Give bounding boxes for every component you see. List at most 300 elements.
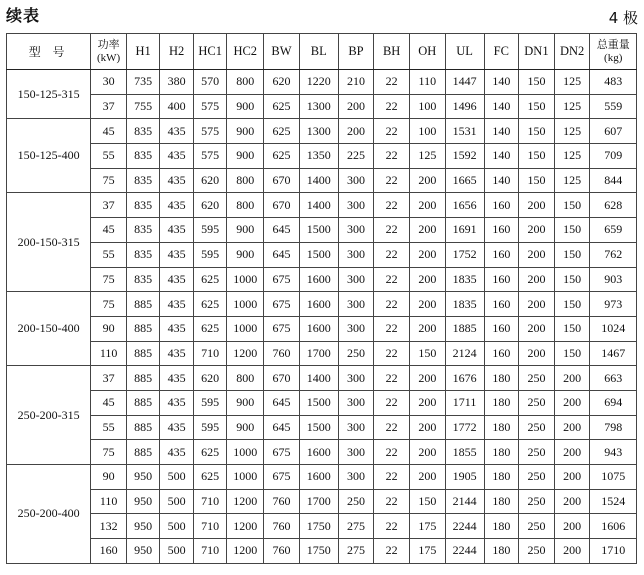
table-row: [7, 144, 637, 169]
table-cell: 210: [338, 70, 374, 95]
table-cell: 125: [554, 144, 590, 169]
table-cell: 250: [519, 440, 555, 465]
table-cell: 300: [338, 440, 374, 465]
table-cell: 625: [193, 316, 226, 341]
table-cell: 1220: [299, 70, 338, 95]
table-cell: 645: [264, 415, 300, 440]
table-cell: 900: [227, 119, 264, 144]
table-cell: 694: [590, 390, 637, 415]
table-cell: 1710: [590, 539, 637, 564]
table-cell: 755: [126, 94, 159, 119]
table-cell: 1665: [445, 168, 484, 193]
table-cell: 275: [338, 514, 374, 539]
table-cell: 435: [160, 119, 193, 144]
table-cell: 150: [554, 341, 590, 366]
table-cell: 150: [519, 94, 555, 119]
table-body: [7, 70, 637, 564]
table-cell: 300: [338, 316, 374, 341]
table-cell: 1000: [227, 316, 264, 341]
table-cell: 1750: [299, 539, 338, 564]
table-cell: 844: [590, 168, 637, 193]
table-row: [7, 292, 637, 317]
header-dn2: DN2: [554, 34, 590, 70]
table-cell: 835: [126, 267, 159, 292]
table-row: [7, 440, 637, 465]
table-cell: 800: [227, 366, 264, 391]
table-cell: 575: [193, 144, 226, 169]
table-cell: 250: [519, 465, 555, 490]
table-cell: 500: [160, 489, 193, 514]
table-cell: 670: [264, 193, 300, 218]
table-cell: 150: [554, 316, 590, 341]
table-row: [7, 514, 637, 539]
table-cell: 435: [160, 144, 193, 169]
table-cell: 110: [91, 341, 127, 366]
pump-spec-table: [6, 33, 637, 564]
table-cell: 885: [126, 292, 159, 317]
table-cell: 200: [409, 366, 445, 391]
table-cell: 22: [374, 168, 410, 193]
table-cell: 100: [409, 119, 445, 144]
table-cell: 1400: [299, 366, 338, 391]
table-cell: 435: [160, 168, 193, 193]
table-cell: 250: [338, 489, 374, 514]
table-cell: 435: [160, 440, 193, 465]
table-row: [7, 366, 637, 391]
table-cell: 140: [484, 70, 519, 95]
table-cell: 250: [519, 390, 555, 415]
table-cell: 595: [193, 218, 226, 243]
table-row: [7, 119, 637, 144]
table-cell: 710: [193, 489, 226, 514]
table-cell: 943: [590, 440, 637, 465]
table-cell: 200: [409, 316, 445, 341]
table-cell: 180: [484, 366, 519, 391]
table-cell: 900: [227, 415, 264, 440]
table-cell: 180: [484, 440, 519, 465]
table-cell: 110: [91, 489, 127, 514]
table-cell: 200: [519, 316, 555, 341]
table-cell: 500: [160, 465, 193, 490]
table-cell: 800: [227, 70, 264, 95]
table-cell: 1835: [445, 292, 484, 317]
table-cell: 620: [193, 168, 226, 193]
table-cell: 1500: [299, 218, 338, 243]
table-cell: 250: [338, 341, 374, 366]
model-cell: 200-150-400: [7, 292, 91, 366]
table-cell: 37: [91, 366, 127, 391]
table-cell: 150: [554, 292, 590, 317]
table-cell: 55: [91, 144, 127, 169]
table-cell: 160: [91, 539, 127, 564]
table-cell: 710: [193, 341, 226, 366]
table-cell: 800: [227, 168, 264, 193]
table-cell: 1200: [227, 489, 264, 514]
table-cell: 125: [554, 119, 590, 144]
table-cell: 607: [590, 119, 637, 144]
table-cell: 950: [126, 465, 159, 490]
table-row: [7, 218, 637, 243]
table-cell: 575: [193, 119, 226, 144]
table-cell: 1075: [590, 465, 637, 490]
table-cell: 435: [160, 242, 193, 267]
header-bl: BL: [299, 34, 338, 70]
table-cell: 200: [409, 440, 445, 465]
table-cell: 75: [91, 440, 127, 465]
table-cell: 150: [554, 218, 590, 243]
table-cell: 37: [91, 193, 127, 218]
table-cell: 125: [409, 144, 445, 169]
table-cell: 1600: [299, 316, 338, 341]
table-cell: 900: [227, 390, 264, 415]
header-model: 型 号: [7, 34, 91, 70]
table-cell: 150: [409, 489, 445, 514]
table-cell: 300: [338, 242, 374, 267]
table-cell: 435: [160, 316, 193, 341]
table-cell: 1606: [590, 514, 637, 539]
table-cell: 45: [91, 390, 127, 415]
table-cell: 200: [554, 415, 590, 440]
model-cell: 250-200-400: [7, 465, 91, 564]
table-cell: 1835: [445, 267, 484, 292]
table-cell: 200: [519, 193, 555, 218]
table-cell: 200: [409, 415, 445, 440]
table-cell: 45: [91, 218, 127, 243]
table-cell: 160: [484, 341, 519, 366]
table-cell: 200: [519, 267, 555, 292]
table-cell: 625: [193, 465, 226, 490]
table-cell: 200: [338, 119, 374, 144]
table-cell: 670: [264, 168, 300, 193]
table-row: [7, 390, 637, 415]
header-hc1: HC1: [193, 34, 226, 70]
model-cell: 250-200-315: [7, 366, 91, 465]
table-cell: 1400: [299, 168, 338, 193]
table-cell: 150: [519, 144, 555, 169]
table-cell: 625: [193, 267, 226, 292]
table-cell: 835: [126, 144, 159, 169]
table-cell: 1700: [299, 341, 338, 366]
table-cell: 22: [374, 489, 410, 514]
table-cell: 200: [409, 218, 445, 243]
table-row: [7, 415, 637, 440]
table-cell: 1600: [299, 465, 338, 490]
table-cell: 250: [519, 366, 555, 391]
table-cell: 1400: [299, 193, 338, 218]
table-cell: 1000: [227, 267, 264, 292]
table-cell: 1350: [299, 144, 338, 169]
table-cell: 22: [374, 341, 410, 366]
table-cell: 150: [554, 267, 590, 292]
table-cell: 300: [338, 168, 374, 193]
table-cell: 885: [126, 390, 159, 415]
table-cell: 903: [590, 267, 637, 292]
table-cell: 625: [264, 94, 300, 119]
table-cell: 180: [484, 390, 519, 415]
table-cell: 625: [264, 119, 300, 144]
table-cell: 132: [91, 514, 127, 539]
table-cell: 22: [374, 94, 410, 119]
table-cell: 22: [374, 242, 410, 267]
table-cell: 22: [374, 144, 410, 169]
table-cell: 800: [227, 193, 264, 218]
header-oh: OH: [409, 34, 445, 70]
table-cell: 760: [264, 489, 300, 514]
table-cell: 835: [126, 242, 159, 267]
table-cell: 200: [519, 218, 555, 243]
table-cell: 100: [409, 94, 445, 119]
table-cell: 1000: [227, 465, 264, 490]
table-cell: 300: [338, 366, 374, 391]
table-cell: 200: [409, 242, 445, 267]
table-row: [7, 168, 637, 193]
table-cell: 645: [264, 390, 300, 415]
table-cell: 900: [227, 218, 264, 243]
table-cell: 300: [338, 465, 374, 490]
header-hc2: HC2: [227, 34, 264, 70]
table-cell: 1855: [445, 440, 484, 465]
table-cell: 670: [264, 366, 300, 391]
table-cell: 200: [338, 94, 374, 119]
table-cell: 125: [554, 168, 590, 193]
table-cell: 1772: [445, 415, 484, 440]
table-cell: 1200: [227, 514, 264, 539]
table-cell: 1467: [590, 341, 637, 366]
table-cell: 125: [554, 70, 590, 95]
table-cell: 1496: [445, 94, 484, 119]
table-cell: 150: [554, 193, 590, 218]
table-cell: 200: [554, 465, 590, 490]
table-cell: 140: [484, 119, 519, 144]
table-cell: 885: [126, 440, 159, 465]
table-cell: 710: [193, 539, 226, 564]
table-cell: 1300: [299, 119, 338, 144]
table-cell: 160: [484, 193, 519, 218]
table-cell: 500: [160, 514, 193, 539]
table-cell: 798: [590, 415, 637, 440]
table-row: [7, 70, 637, 95]
table-cell: 250: [519, 415, 555, 440]
table-cell: 675: [264, 440, 300, 465]
table-cell: 2124: [445, 341, 484, 366]
table-cell: 1600: [299, 292, 338, 317]
table-cell: 200: [519, 341, 555, 366]
table-cell: 275: [338, 539, 374, 564]
table-cell: 200: [409, 390, 445, 415]
table-cell: 1600: [299, 267, 338, 292]
header-bp: BP: [338, 34, 374, 70]
table-cell: 300: [338, 267, 374, 292]
table-cell: 200: [409, 267, 445, 292]
table-cell: 835: [126, 193, 159, 218]
table-cell: 483: [590, 70, 637, 95]
pole-label: 4 极: [608, 9, 638, 27]
table-cell: 950: [126, 514, 159, 539]
table-cell: 675: [264, 465, 300, 490]
table-cell: 180: [484, 415, 519, 440]
table-cell: 200: [519, 292, 555, 317]
table-cell: 1700: [299, 489, 338, 514]
header-fc: FC: [484, 34, 519, 70]
table-cell: 140: [484, 144, 519, 169]
table-cell: 150: [554, 242, 590, 267]
table-cell: 645: [264, 218, 300, 243]
table-cell: 595: [193, 390, 226, 415]
table-cell: 1000: [227, 440, 264, 465]
table-cell: 180: [484, 489, 519, 514]
table-cell: 22: [374, 218, 410, 243]
table-title: 续表: [6, 6, 41, 25]
table-cell: 1750: [299, 514, 338, 539]
table-cell: 620: [193, 366, 226, 391]
table-cell: 973: [590, 292, 637, 317]
table-cell: 885: [126, 341, 159, 366]
table-cell: 595: [193, 242, 226, 267]
table-cell: 22: [374, 70, 410, 95]
table-cell: 300: [338, 415, 374, 440]
table-cell: 1691: [445, 218, 484, 243]
table-cell: 1000: [227, 292, 264, 317]
table-cell: 200: [519, 242, 555, 267]
table-cell: 225: [338, 144, 374, 169]
table-cell: 160: [484, 242, 519, 267]
table-row: [7, 193, 637, 218]
table-row: [7, 489, 637, 514]
table-cell: 835: [126, 119, 159, 144]
table-cell: 37: [91, 94, 127, 119]
table-cell: 75: [91, 168, 127, 193]
model-cell: 150-125-315: [7, 70, 91, 119]
table-cell: 885: [126, 415, 159, 440]
table-cell: 435: [160, 341, 193, 366]
table-cell: 30: [91, 70, 127, 95]
table-cell: 180: [484, 514, 519, 539]
table-cell: 90: [91, 316, 127, 341]
table-cell: 2144: [445, 489, 484, 514]
header-dn1: DN1: [519, 34, 555, 70]
table-cell: 435: [160, 193, 193, 218]
table-row: [7, 341, 637, 366]
table-cell: 22: [374, 316, 410, 341]
table-cell: 200: [554, 539, 590, 564]
table-cell: 160: [484, 316, 519, 341]
table-cell: 2244: [445, 539, 484, 564]
table-cell: 1200: [227, 539, 264, 564]
table-cell: 1885: [445, 316, 484, 341]
header-power: 功率 (kW): [91, 34, 127, 70]
table-cell: 570: [193, 70, 226, 95]
table-cell: 2244: [445, 514, 484, 539]
table-cell: 645: [264, 242, 300, 267]
table-cell: 663: [590, 366, 637, 391]
table-cell: 900: [227, 144, 264, 169]
table-cell: 885: [126, 366, 159, 391]
table-cell: 300: [338, 390, 374, 415]
table-cell: 1752: [445, 242, 484, 267]
table-cell: 1656: [445, 193, 484, 218]
table-cell: 760: [264, 514, 300, 539]
table-cell: 1905: [445, 465, 484, 490]
table-cell: 180: [484, 539, 519, 564]
table-cell: 735: [126, 70, 159, 95]
header-h2: H2: [160, 34, 193, 70]
table-cell: 1500: [299, 415, 338, 440]
table-cell: 22: [374, 539, 410, 564]
table-cell: 435: [160, 415, 193, 440]
table-cell: 900: [227, 94, 264, 119]
table-cell: 620: [193, 193, 226, 218]
table-cell: 200: [409, 465, 445, 490]
table-cell: 22: [374, 119, 410, 144]
table-cell: 400: [160, 94, 193, 119]
table-cell: 140: [484, 168, 519, 193]
table-cell: 1711: [445, 390, 484, 415]
table-cell: 45: [91, 119, 127, 144]
table-cell: 200: [554, 489, 590, 514]
table-cell: 150: [519, 119, 555, 144]
table-cell: 709: [590, 144, 637, 169]
table-cell: 625: [193, 440, 226, 465]
table-cell: 150: [409, 341, 445, 366]
table-cell: 885: [126, 316, 159, 341]
table-cell: 950: [126, 489, 159, 514]
table-cell: 1300: [299, 94, 338, 119]
table-cell: 435: [160, 292, 193, 317]
table-cell: 200: [554, 390, 590, 415]
table-row: [7, 267, 637, 292]
header-h1: H1: [126, 34, 159, 70]
table-cell: 110: [409, 70, 445, 95]
table-cell: 55: [91, 242, 127, 267]
table-cell: 300: [338, 218, 374, 243]
table-cell: 160: [484, 267, 519, 292]
table-cell: 200: [554, 366, 590, 391]
table-cell: 435: [160, 267, 193, 292]
table-cell: 22: [374, 440, 410, 465]
header-weight: 总重量 (kg): [590, 34, 637, 70]
table-row: [7, 316, 637, 341]
table-cell: 559: [590, 94, 637, 119]
table-cell: 22: [374, 390, 410, 415]
table-cell: 200: [409, 168, 445, 193]
table-cell: 675: [264, 316, 300, 341]
table-row: [7, 465, 637, 490]
table-cell: 175: [409, 539, 445, 564]
table-cell: 625: [264, 144, 300, 169]
table-cell: 628: [590, 193, 637, 218]
table-cell: 500: [160, 539, 193, 564]
table-cell: 575: [193, 94, 226, 119]
table-cell: 835: [126, 168, 159, 193]
header-ul: UL: [445, 34, 484, 70]
table-cell: 900: [227, 242, 264, 267]
table-cell: 1676: [445, 366, 484, 391]
table-cell: 140: [484, 94, 519, 119]
table-cell: 1500: [299, 242, 338, 267]
table-cell: 200: [554, 514, 590, 539]
table-cell: 1524: [590, 489, 637, 514]
table-cell: 250: [519, 489, 555, 514]
table-cell: 625: [193, 292, 226, 317]
table-cell: 760: [264, 539, 300, 564]
model-cell: 200-150-315: [7, 193, 91, 292]
table-cell: 250: [519, 514, 555, 539]
table-cell: 1200: [227, 341, 264, 366]
table-cell: 1447: [445, 70, 484, 95]
table-row: [7, 539, 637, 564]
table-cell: 22: [374, 366, 410, 391]
table-cell: 300: [338, 193, 374, 218]
